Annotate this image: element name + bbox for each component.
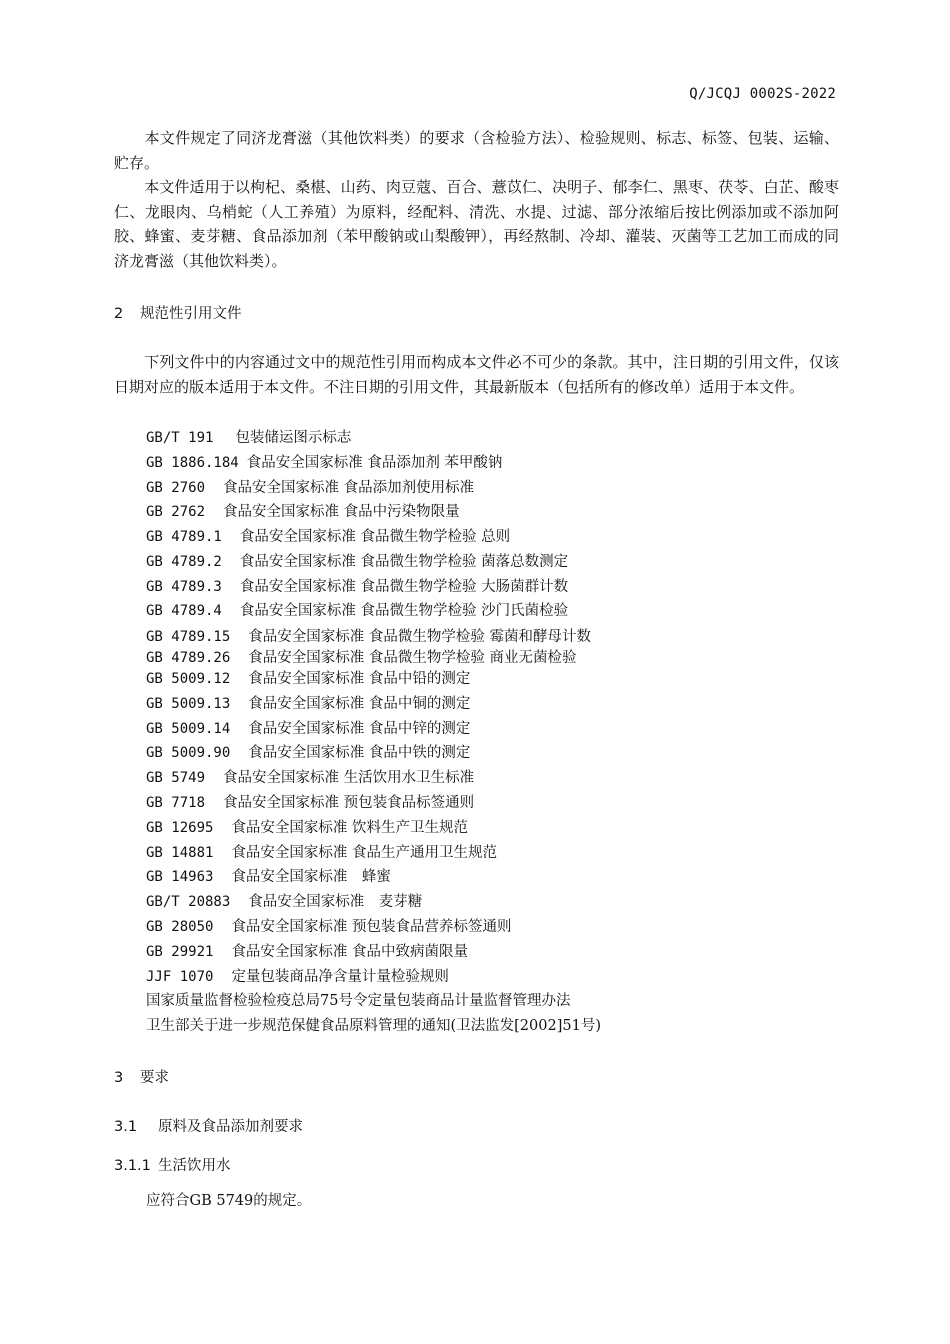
reference-title: 食品安全国家标准 食品中污染物限量 <box>223 504 460 520</box>
reference-title: 食品安全国家标准 食品微生物学检验 总则 <box>239 529 511 545</box>
reference-item <box>146 692 470 713</box>
document-code: Q/JCQJ 0002S-2022 <box>689 86 836 102</box>
section-3-1-number: 3.1 <box>114 1119 138 1135</box>
reference-code: GB 29921 <box>146 944 214 960</box>
reference-code: GB 12695 <box>146 820 214 836</box>
reference-title: 包装储运图示标志 <box>235 430 352 446</box>
section-3-1-1-heading <box>114 1154 231 1175</box>
reference-extra: 卫生部关于进一步规范保健食品原料管理的通知(卫法监发[2002]51号) <box>146 1018 601 1034</box>
reference-code: GB 4789.1 <box>146 529 222 545</box>
reference-item <box>146 791 474 812</box>
reference-item <box>146 841 497 862</box>
section-3-1-1-number: 3.1.1 <box>114 1158 151 1174</box>
reference-item <box>146 741 470 762</box>
reference-title: 食品安全国家标准 预包装食品营养标签通则 <box>231 919 512 935</box>
reference-code: GB 5009.14 <box>146 721 231 737</box>
section-3-title: 要求 <box>140 1070 169 1086</box>
section-2-title: 规范性引用文件 <box>140 306 242 322</box>
reference-title: 食品安全国家标准 食品中铜的测定 <box>248 696 471 712</box>
reference-title: 食品安全国家标准 食品添加剂使用标准 <box>223 480 475 496</box>
reference-item <box>146 500 460 521</box>
reference-item <box>146 646 577 667</box>
reference-title: 食品安全国家标准 生活饮用水卫生标准 <box>223 770 475 786</box>
reference-item <box>146 890 422 911</box>
scope-paragraph-2: 本文件适用于以枸杞、桑椹、山药、肉豆蔻、百合、薏苡仁、决明子、郁李仁、黑枣、茯苓、白芷、酸枣仁、龙眼肉、乌梢蛇（人工养殖）为原料，经配料、清洗、水提、过滤、部分浓缩后按比例添加或不添加阿胶、蜂蜜、麦芽糖、食品添加剂（苯甲酸钠或山梨酸钾），再经熬制、冷却、灌装、灭菌等工艺加工而成的同济龙膏滋（其他饮料类）。 <box>114 178 839 270</box>
reference-code: JJF 1070 <box>146 969 214 985</box>
section-2-number: 2 <box>114 306 124 322</box>
reference-code: GB 2760 <box>146 480 206 496</box>
reference-item <box>146 451 502 472</box>
section-3-1-title: 原料及食品添加剂要求 <box>158 1119 303 1135</box>
reference-item <box>146 575 568 596</box>
reference-code: GB 4789.26 <box>146 650 231 666</box>
reference-title: 食品安全国家标准 麦芽糖 <box>248 894 423 910</box>
reference-item <box>146 525 510 546</box>
reference-title: 定量包装商品净含量计量检验规则 <box>231 969 449 985</box>
reference-item <box>146 667 470 688</box>
section-3-1-1-text: 应符合GB 5749的规定。 <box>146 1193 312 1209</box>
reference-code: GB 4789.15 <box>146 629 231 645</box>
reference-extra: 国家质量监督检验检疫总局75号令定量包装商品计量监督管理办法 <box>146 993 571 1009</box>
reference-item <box>146 865 391 886</box>
reference-code: GB 28050 <box>146 919 214 935</box>
reference-item <box>146 940 468 961</box>
reference-code: GB 4789.4 <box>146 603 222 619</box>
reference-title: 食品安全国家标准 食品微生物学检验 菌落总数测定 <box>239 554 569 570</box>
reference-item <box>146 476 474 497</box>
reference-item <box>146 816 468 837</box>
reference-code: GB 2762 <box>146 504 206 520</box>
reference-item <box>146 766 474 787</box>
reference-title: 食品安全国家标准 食品微生物学检验 霉菌和酵母计数 <box>248 629 592 645</box>
reference-title: 食品安全国家标准 食品中铁的测定 <box>248 745 471 761</box>
reference-title: 食品安全国家标准 蜂蜜 <box>231 869 391 885</box>
reference-code: GB 5009.12 <box>146 671 231 687</box>
reference-item <box>146 550 568 571</box>
reference-code: GB 1886.184 <box>146 455 239 471</box>
reference-code: GB 14881 <box>146 845 214 861</box>
reference-title: 食品安全国家标准 饮料生产卫生规范 <box>231 820 469 836</box>
reference-code: GB 4789.3 <box>146 579 222 595</box>
reference-item <box>146 717 470 738</box>
reference-code: GB/T 20883 <box>146 894 231 910</box>
reference-item <box>146 965 449 986</box>
section-3-heading <box>114 1066 169 1087</box>
reference-title: 食品安全国家标准 预包装食品标签通则 <box>223 795 475 811</box>
reference-code: GB 14963 <box>146 869 214 885</box>
section-3-1-1-title: 生活饮用水 <box>158 1158 231 1174</box>
reference-item <box>146 426 351 447</box>
section-3-1-heading <box>114 1115 303 1136</box>
reference-title: 食品安全国家标准 食品中锌的测定 <box>248 721 471 737</box>
section-3-number: 3 <box>114 1070 124 1086</box>
reference-item <box>146 599 568 620</box>
reference-code: GB 4789.2 <box>146 554 222 570</box>
reference-item <box>146 625 591 646</box>
reference-title: 食品安全国家标准 食品微生物学检验 商业无菌检验 <box>248 650 577 666</box>
reference-title: 食品安全国家标准 食品生产通用卫生规范 <box>231 845 498 861</box>
reference-code: GB 5009.90 <box>146 745 231 761</box>
reference-title: 食品安全国家标准 食品微生物学检验 大肠菌群计数 <box>239 579 569 595</box>
reference-title: 食品安全国家标准 食品添加剂 苯甲酸钠 <box>246 455 503 471</box>
scope-paragraph-1: 本文件规定了同济龙膏滋（其他饮料类）的要求（含检验方法）、检验规则、标志、标签、包装、运输、贮存。 <box>114 129 839 172</box>
reference-title: 食品安全国家标准 食品中铅的测定 <box>248 671 471 687</box>
reference-code: GB 5009.13 <box>146 696 231 712</box>
reference-code: GB 5749 <box>146 770 206 786</box>
reference-code: GB/T 191 <box>146 430 214 446</box>
references-intro: 下列文件中的内容通过文中的规范性引用而构成本文件必不可少的条款。其中，注日期的引用文件，仅该日期对应的版本适用于本文件。不注日期的引用文件，其最新版本（包括所有的修改单）适用于本文件。 <box>114 353 839 396</box>
reference-title: 食品安全国家标准 食品中致病菌限量 <box>231 944 469 960</box>
reference-title: 食品安全国家标准 食品微生物学检验 沙门氏菌检验 <box>239 603 569 619</box>
reference-code: GB 7718 <box>146 795 206 811</box>
reference-item <box>146 915 512 936</box>
section-2-heading <box>114 302 242 323</box>
